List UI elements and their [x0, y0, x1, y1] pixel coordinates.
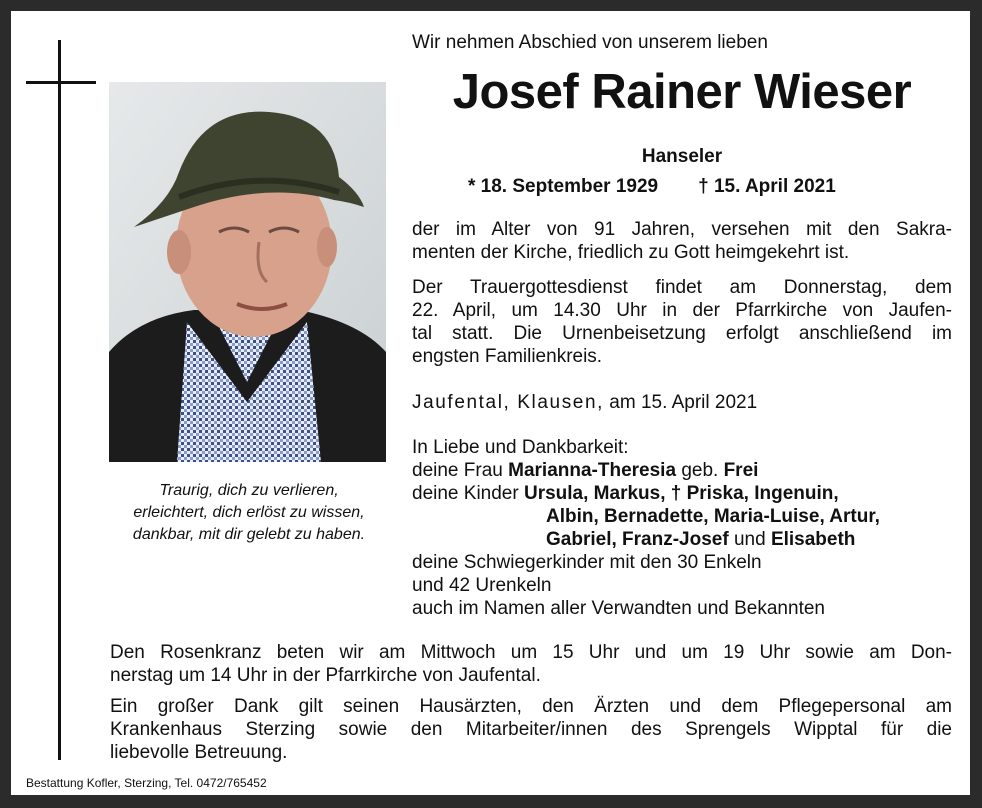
text-line: Der Trauergottesdienst findet am Donnerstag, dem [412, 277, 952, 298]
funeral-home-footer: Bestattung Kofler, Sterzing, Tel. 0472/765452 [26, 776, 267, 790]
text-line: 22. April, um 14.30 Uhr in der Pfarrkirche von Jaufen- [412, 300, 952, 321]
portrait-photo [109, 82, 386, 462]
birth-date: * 18. September 1929 [468, 176, 659, 197]
paragraph-rosary [110, 641, 952, 687]
paragraph-passing [412, 218, 952, 264]
date: am 15. April 2021 [609, 392, 758, 413]
mourner-relatives: auch im Namen aller Verwandten und Bekannten [412, 598, 825, 619]
nickname: Hanseler [641, 146, 723, 167]
text-line: Krankenhaus Sterzing sowie den Mitarbeiter/innen des Sprengels Wipptal für die [110, 719, 952, 740]
intro-line: Wir nehmen Abschied von unserem lieben [412, 32, 768, 53]
life-dates [468, 176, 836, 198]
mourner-great-grandchildren: und 42 Urenkeln [412, 575, 552, 596]
poem-line: dankbar, mit dir gelebt zu haben. [132, 526, 366, 543]
mourner-inlaws: deine Schwiegerkinder mit den 30 Enkeln [412, 552, 762, 573]
cross-icon-vertical [58, 40, 61, 760]
poem-line: Traurig, dich zu verlieren, [159, 482, 339, 499]
mourners-list [412, 436, 952, 620]
place-and-date [412, 391, 952, 414]
cross-icon-horizontal [26, 81, 96, 84]
mourner-children-cont: Gabriel, Franz-Josef und Elisabeth [546, 529, 856, 550]
poem-line: erleichtert, dich erlöst zu wissen, [133, 504, 365, 521]
mourners-intro: In Liebe und Dankbarkeit: [412, 437, 629, 458]
text-line: nerstag um 14 Uhr in der Pfarrkirche von Jaufental. [110, 665, 541, 686]
deceased-name: Josef Rainer Wieser [452, 65, 912, 119]
text-line: menten der Kirche, friedlich zu Gott heimgekehrt ist. [412, 242, 850, 263]
text-line: engsten Familienkreis. [412, 346, 603, 367]
place: Jaufental, Klausen, [412, 392, 605, 413]
death-date: † 15. April 2021 [698, 176, 836, 197]
text-line: Den Rosenkranz beten wir am Mittwoch um 15 Uhr und um 19 Uhr sowie am Don- [110, 642, 952, 663]
text-line: tal statt. Die Urnenbeisetzung erfolgt anschließend im [412, 323, 952, 344]
mourner-children-cont: Albin, Bernadette, Maria-Luise, Artur, [546, 506, 880, 527]
paragraph-thanks [110, 695, 952, 764]
portrait-illustration [109, 82, 386, 462]
mourner-wife: deine Frau Marianna-Theresia geb. Frei [412, 460, 759, 481]
mourner-children: deine Kinder Ursula, Markus, † Priska, Ingenuin, [412, 483, 839, 504]
memorial-poem [106, 480, 392, 546]
text-line: der im Alter von 91 Jahren, versehen mit den Sakra- [412, 219, 952, 240]
paragraph-funeral [412, 276, 952, 368]
text-line: Ein großer Dank gilt seinen Hausärzten, den Ärzten und dem Pflegepersonal am [110, 696, 952, 717]
text-line: liebevolle Betreuung. [110, 742, 288, 763]
